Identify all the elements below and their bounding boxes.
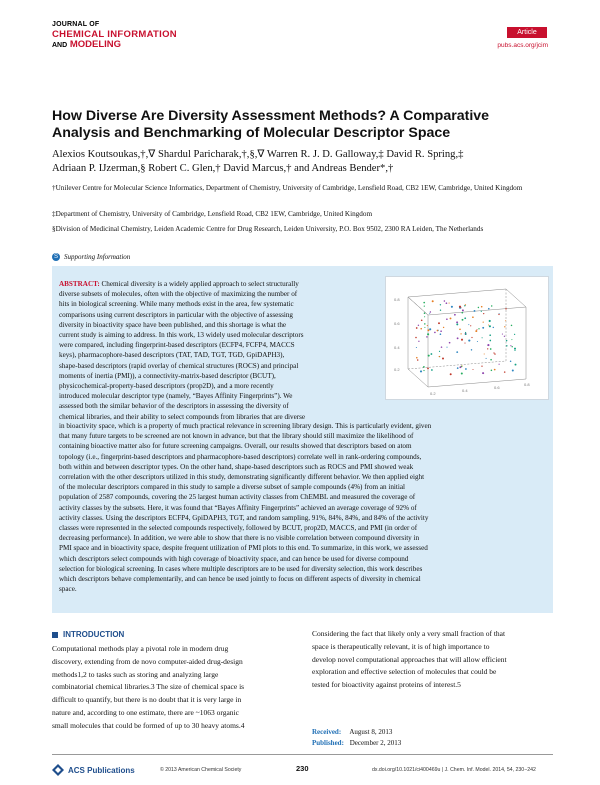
doi-citation[interactable]: dx.doi.org/10.1021/ci400469u | J. Chem. Inf. Model. 2014, 54, 230−242 xyxy=(372,767,536,773)
scatter-point xyxy=(424,323,426,325)
journal-logo xyxy=(52,20,177,51)
scatter-point xyxy=(454,314,456,316)
abstract-line: selection for biological screening. In cases where multiple descriptors are to be used for diversity selection, this work describes xyxy=(59,564,423,573)
scatter-point xyxy=(498,314,499,315)
abstract-text-narrow xyxy=(59,279,379,422)
scatter-point xyxy=(490,359,492,361)
scatter-point xyxy=(475,330,477,332)
author-list xyxy=(52,148,552,176)
scatter-point xyxy=(468,340,470,342)
scatter-point xyxy=(502,334,503,335)
abstract-text-wide xyxy=(59,421,545,594)
scatter-point xyxy=(446,302,448,304)
acs-logo-icon xyxy=(52,764,64,776)
affiliation: §Division of Medicinal Chemistry, Leiden Academic Centre for Drug Research, Leiden University, P.O. Box 9502, 2300 RA Leiden, The Netherlands xyxy=(52,225,484,233)
paragraph-line: methods1,2 to tasks such as storing and analyzing large xyxy=(52,669,219,679)
scatter-point xyxy=(514,350,515,351)
journal-line2: CHEMICAL INFORMATION xyxy=(52,29,177,40)
scatter-point xyxy=(481,306,483,308)
scatter-point xyxy=(432,300,434,302)
scatter-point xyxy=(504,326,505,327)
paragraph-line: discovery, extending from de novo computer-aided drug-design xyxy=(52,656,243,666)
scatter-point xyxy=(424,305,425,306)
scatter-point xyxy=(427,333,429,335)
scatter-point xyxy=(468,324,469,325)
scatter-point xyxy=(487,344,489,346)
scatter-point xyxy=(426,336,428,338)
authors-line: Adriaan P. IJzerman,§ Robert C. Glen,† David Marcus,† and Andreas Bender*,† xyxy=(52,163,394,174)
scatter-point xyxy=(512,346,513,347)
scatter-point xyxy=(484,353,485,354)
scatter-point xyxy=(489,334,491,336)
abstract-label: ABSTRACT: xyxy=(59,280,100,288)
abstract-line: keys), pharmacophore-based descriptors (TAT, TAD, TGT, TGD, GpiDAPH3), xyxy=(59,351,285,360)
scatter-point xyxy=(423,366,425,368)
scatter-point xyxy=(418,325,419,326)
scatter-point xyxy=(481,366,482,367)
abstract-line: that many future targets to be screened are not known in advance, but that the library should still maximize the likelihood of xyxy=(59,432,414,441)
authors-line: Alexios Koutsoukas,†,∇ Shardul Paricharak,†,§,∇ Warren R. J. D. Galloway,‡ David R. Spring,‡ xyxy=(52,149,464,160)
paragraph-line: develop novel computational approaches that will allow efficient xyxy=(312,654,507,664)
scatter-point xyxy=(491,370,493,372)
scatter-point xyxy=(494,369,496,371)
scatter-point xyxy=(439,351,440,352)
scatter-point xyxy=(493,327,494,328)
info-icon: S xyxy=(53,254,58,260)
scatter-point xyxy=(423,370,424,371)
intro-right-column xyxy=(312,628,553,692)
scatter-point xyxy=(465,368,467,370)
scatter-point xyxy=(441,346,443,348)
abstract-line: assessed both the similar behavior of the descriptors in assessing the diversity of xyxy=(59,402,289,411)
abstract-line: diversity in bioactivity space have been published, and this shortage is what the xyxy=(59,320,287,329)
abstract-line: comparisons using current descriptors in particular with the objective of assessing xyxy=(59,310,293,319)
scatter-point xyxy=(471,337,472,338)
scatter-point xyxy=(477,341,478,342)
abstract-line: introduced molecular descriptor type (namely, “Bayes Affinity Fingerprints”). We xyxy=(59,392,293,401)
abstract-line: correlation with the other descriptors utilized in this study, demonstrating significantly different behavior. We then applied eight xyxy=(59,473,425,482)
supporting-information-link[interactable]: S Supporting Information xyxy=(53,253,131,261)
scatter-point xyxy=(450,317,452,319)
scatter-point xyxy=(461,372,463,374)
scatter-point xyxy=(431,369,433,371)
scatter-point xyxy=(460,333,461,334)
journal-line3: AND MODELING xyxy=(52,39,122,50)
publication-dates xyxy=(312,727,401,748)
abstract-line: of the molecular descriptors compared in this study to sample a diverse subset of sample compounds (4%) from an initial xyxy=(59,483,406,492)
scatter-point xyxy=(482,372,484,374)
abstract-line: physicochemical-property-based descriptors (prop2D), and a more recently xyxy=(59,382,274,391)
paragraph-line: tested for bioactivity against proteins of interest.5 xyxy=(312,680,461,690)
scatter-point xyxy=(483,322,484,323)
scatter-point xyxy=(464,317,466,319)
affiliation: †Unilever Centre for Molecular Science Informatics, Department of Chemistry, University of Cambridge, Lensfield Road, CB2 1EW, Cambridge, United Kingdom xyxy=(52,184,523,192)
scatter-point xyxy=(421,320,423,322)
scatter-point xyxy=(446,318,448,320)
abstract-line-text: Chemical diversity is a widely applied approach to select structurally xyxy=(99,280,299,288)
paragraph-line: Computational methods play a pivotal role in modern drug xyxy=(52,644,229,653)
page-number: 230 xyxy=(296,764,309,773)
scatter-point xyxy=(483,313,484,314)
abstract-graphic xyxy=(385,276,549,400)
scatter-point xyxy=(461,365,462,366)
scatter-point xyxy=(438,322,440,324)
published-date: December 2, 2013 xyxy=(349,738,402,747)
received-date: August 8, 2013 xyxy=(349,728,393,736)
scatter-point xyxy=(439,356,440,357)
scatter-point xyxy=(504,371,505,372)
abstract-line: were compared, including fingerprint-based descriptors (ECFP4, FCFP4, MACCS xyxy=(59,341,295,350)
section-marker-icon xyxy=(52,632,58,638)
svg-text:0.8: 0.8 xyxy=(524,382,530,387)
footer-divider xyxy=(52,754,553,755)
abstract-line: hits in biological screening. While many methods exist in the area, few systematic xyxy=(59,300,294,309)
scatter-point xyxy=(415,337,417,339)
scatter-point xyxy=(511,325,513,327)
scatter-point xyxy=(424,316,425,317)
copyright: © 2013 American Chemical Society xyxy=(160,767,242,773)
scatter-point xyxy=(505,308,506,309)
scatter-point xyxy=(440,333,442,335)
svg-text:0.2: 0.2 xyxy=(430,391,436,396)
scatter-point xyxy=(478,307,479,308)
scatter-point xyxy=(478,328,479,329)
scatter-point xyxy=(457,367,459,369)
scatter-point xyxy=(465,333,467,335)
scatter-point xyxy=(511,339,512,340)
scatter-point xyxy=(462,309,464,311)
scatter-point xyxy=(481,311,482,312)
abstract-line: topology (i.e., fingerprint-based descriptors and pharmacophore-based descriptors) correlate well in rank-ordering compounds, xyxy=(59,452,422,461)
scatter-point xyxy=(510,345,511,346)
svg-text:0.6: 0.6 xyxy=(394,321,400,326)
scatter-point xyxy=(449,342,451,344)
3d-scatter-plot xyxy=(386,277,548,399)
paragraph-line: exploration and effective selection of molecules that could be xyxy=(312,667,497,677)
scatter-point xyxy=(515,364,517,366)
scatter-point xyxy=(488,308,490,310)
abstract-line: current study is aiming to address. In this work, 13 widely used molecular descriptors xyxy=(59,331,304,340)
scatter-point xyxy=(482,327,484,329)
scatter-point xyxy=(493,352,494,353)
scatter-point xyxy=(465,332,466,333)
scatter-point xyxy=(428,355,430,357)
scatter-point xyxy=(442,357,444,359)
scatter-point xyxy=(487,348,488,349)
abstract-line: classes were represented in the selected compounds respectively, followed by BCUT, prop2D, MACCS, and PMI (in order of xyxy=(59,524,418,533)
scatter-point xyxy=(459,328,461,330)
scatter-point xyxy=(488,324,489,325)
abstract-line: moments of inertia (PMI)), a connectivity-matrix-based descriptor (BCUT), xyxy=(59,371,276,380)
scatter-point xyxy=(450,373,452,375)
scatter-point xyxy=(506,345,507,346)
abstract-line: diverse subsets of molecules, often with the objective of maximizing the number of xyxy=(59,290,298,299)
scatter-point xyxy=(514,348,516,350)
scatter-point xyxy=(472,369,473,370)
scatter-point xyxy=(499,364,500,365)
journal-line1: JOURNAL OF xyxy=(52,21,100,28)
scatter-point xyxy=(464,343,465,344)
scatter-point xyxy=(427,325,428,326)
scatter-point xyxy=(440,310,441,311)
scatter-point xyxy=(416,347,417,348)
abstract-line: PMI space and in bioactivity space, despite frequent utilization of PMI plots to this end. To summarize, in this work, we assessed xyxy=(59,544,428,553)
scatter-point xyxy=(429,328,431,330)
acs-publications-logo[interactable]: ACS Publications xyxy=(52,764,135,776)
scatter-point xyxy=(512,369,514,371)
scatter-point xyxy=(459,366,461,368)
abstract-line: in bioactivity space, which is a property of much practical relevance in screening library design. This is particularly evident, given xyxy=(59,422,432,430)
paper-title: How Diverse Are Diversity Assessment Methods? A Comparative Analysis and Benchmarking of Molecular Descriptor Space xyxy=(52,108,490,141)
paragraph-line: nature and, according to one estimate, there are ~1063 organic xyxy=(52,707,239,717)
scatter-point xyxy=(424,327,425,328)
affiliation: ‡Department of Chemistry, University of Cambridge, Lensfield Road, CB2 1EW, Cambridge, United Kingdom xyxy=(52,210,373,218)
scatter-point xyxy=(472,316,474,318)
scatter-point xyxy=(482,337,483,338)
scatter-point xyxy=(430,311,431,312)
svg-text:0.6: 0.6 xyxy=(494,385,500,390)
scatter-point xyxy=(490,348,492,350)
scatter-point xyxy=(494,353,495,354)
scatter-point xyxy=(443,327,444,328)
scatter-point xyxy=(456,323,458,325)
scatter-point xyxy=(444,300,446,302)
scatter-point xyxy=(427,329,429,331)
scatter-point xyxy=(476,329,477,330)
paragraph-line: combinatorial chemical libraries.3 The size of chemical space is xyxy=(52,682,245,692)
scatter-point xyxy=(420,370,422,372)
paragraph-line: Considering the fact that likely only a very small fraction of that xyxy=(312,629,506,638)
received-label: Received: xyxy=(312,728,342,736)
scatter-point xyxy=(417,359,419,361)
scatter-point xyxy=(456,351,458,353)
scatter-point xyxy=(423,302,425,304)
scatter-point xyxy=(440,330,442,332)
abstract-line xyxy=(59,279,379,289)
scatter-point xyxy=(491,305,492,306)
abstract-line: chemical libraries, and their ability to select compounds from libraries that are diverse xyxy=(59,412,306,421)
scatter-point xyxy=(457,337,459,339)
scatter-point xyxy=(416,357,418,359)
scatter-point xyxy=(427,368,429,370)
scatter-point xyxy=(420,328,422,330)
scatter-point xyxy=(510,360,512,362)
scatter-point xyxy=(464,305,465,306)
scatter-point xyxy=(489,340,491,342)
abstract-line: decreasing performance). In addition, we were able to show that there is no visible correlation between compound diversity in xyxy=(59,534,420,543)
abstract-line: which descriptors behave complementarily, and can hence be used jointly to focus on different aspects of diversity in chemical xyxy=(59,575,421,584)
svg-text:0.4: 0.4 xyxy=(394,345,400,350)
scatter-point xyxy=(486,358,487,359)
paragraph-line: small molecules that could be formed of up to 30 heavy atoms.4 xyxy=(52,720,245,730)
svg-text:0.2: 0.2 xyxy=(394,367,400,372)
svg-text:0.4: 0.4 xyxy=(462,388,468,393)
scatter-point xyxy=(462,312,464,314)
scatter-point xyxy=(446,347,447,348)
abstract-line: shape-based descriptors (rapid overlay of chemical structures (ROCS) and principal xyxy=(59,361,299,370)
scatter-point xyxy=(424,312,426,314)
abstract-line: activity classes. Using the descriptors ECFP4, GpiDAPH3, TGT, and random sampling, 91%, 84%, 84%, and 84% of the activity xyxy=(59,513,429,522)
scatter-point xyxy=(504,336,505,337)
scatter-point xyxy=(459,306,461,308)
intro-left-column xyxy=(52,643,292,733)
scatter-point xyxy=(462,319,464,321)
abstract-line: activity classes by the subsets. Here, it was found that “Bayes Affinity Fingerprints” achieved an average coverage of 92% of xyxy=(59,503,417,512)
scatter-point xyxy=(506,340,508,342)
scatter-point xyxy=(489,320,491,322)
scatter-point xyxy=(489,325,491,327)
scatter-point xyxy=(471,349,472,350)
scatter-point xyxy=(451,306,453,308)
scatter-point xyxy=(456,321,458,323)
scatter-point xyxy=(461,339,463,341)
scatter-point xyxy=(474,310,476,312)
scatter-point xyxy=(505,320,506,321)
journal-url[interactable]: pubs.acs.org/jcim xyxy=(497,42,548,49)
abstract-line: space. xyxy=(59,585,77,594)
scatter-point xyxy=(416,327,418,329)
abstract-line: population of 2587 compounds, covering the 25 largest human activity classes from ChEMBL and measured the coverage of xyxy=(59,493,416,502)
scatter-point xyxy=(434,332,436,334)
scatter-point xyxy=(470,325,471,326)
scatter-point xyxy=(429,313,430,314)
scatter-point xyxy=(514,334,515,335)
section-heading-introduction: INTRODUCTION xyxy=(52,630,124,639)
abstract-line: containing bioactive matter also for future screening campaigns. Overall, our results showed that descriptors based on atom xyxy=(59,442,412,451)
scatter-point xyxy=(449,303,450,304)
scatter-point xyxy=(440,304,441,305)
scatter-point xyxy=(438,330,439,331)
published-label: Published: xyxy=(312,738,344,747)
svg-text:0.8: 0.8 xyxy=(394,297,400,302)
abstract-line: which descriptors select compounds with high coverage of bioactivity space, and can hence be used for diverse compound xyxy=(59,554,409,563)
abstract-line: both within and between descriptor types. On the other hand, shape-based descriptors such as ROCS and PMI showed weak xyxy=(59,462,414,471)
paragraph-line: difficult to quantify, but there is no doubt that it is very large in xyxy=(52,695,242,705)
paragraph-line: space is therapeutically relevant, it is of high importance to xyxy=(312,641,490,651)
scatter-point xyxy=(430,353,432,355)
article-type-badge: Article xyxy=(507,27,547,38)
scatter-point xyxy=(418,341,419,342)
